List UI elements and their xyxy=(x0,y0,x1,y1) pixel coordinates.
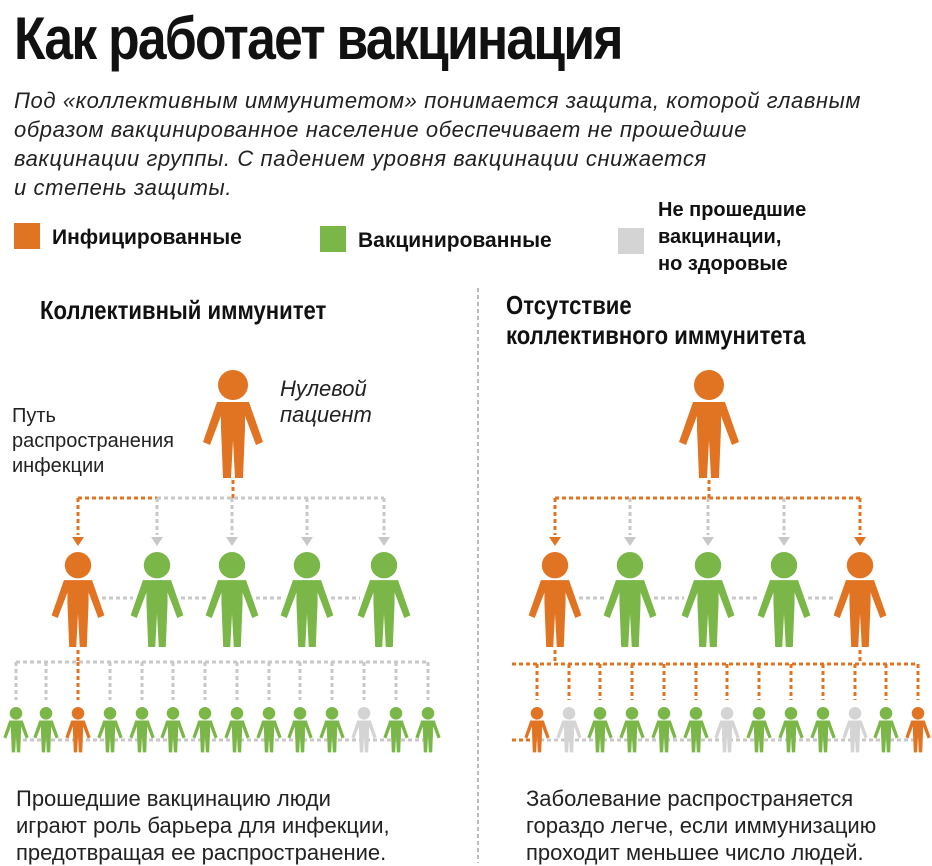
person-vaccinated xyxy=(604,552,657,647)
person-head xyxy=(695,552,721,578)
small-person-vaccinated xyxy=(383,707,408,752)
person-head xyxy=(690,707,703,720)
arrow-head xyxy=(702,537,714,546)
small-person-vaccinated xyxy=(587,707,612,752)
person-body xyxy=(281,580,334,647)
person-body xyxy=(810,720,835,752)
arrow-head xyxy=(151,537,163,546)
person-head xyxy=(10,707,23,720)
person-head xyxy=(753,707,766,720)
small-person-vaccinated xyxy=(319,707,344,752)
person-head xyxy=(626,707,639,720)
person-body xyxy=(758,580,811,647)
small-person-vaccinated xyxy=(256,707,281,752)
person-head xyxy=(617,552,643,578)
intro-line: Под «коллективным иммунитетом» понимается защита, которой главным xyxy=(14,88,862,113)
arrow-head xyxy=(778,537,790,546)
person-vaccinated xyxy=(281,552,334,647)
person-head xyxy=(422,707,435,720)
person-head xyxy=(144,552,170,578)
small-person-vaccinated xyxy=(160,707,185,752)
arrow-head xyxy=(624,537,636,546)
person-body xyxy=(206,580,259,647)
intro-line: образом вакцинированное население обеспечивает не прошедшие xyxy=(14,117,748,142)
person-body xyxy=(131,580,184,647)
right-caption: Заболевание распространяется гораздо легче, если иммунизацию проходит меньшее число людей. xyxy=(526,786,877,865)
person-head xyxy=(371,552,397,578)
person-body xyxy=(52,580,105,647)
person-body xyxy=(619,720,644,752)
person-body xyxy=(3,720,28,752)
person-vaccinated xyxy=(682,552,735,647)
person-head xyxy=(199,707,212,720)
small-person-vaccinated xyxy=(97,707,122,752)
infection-arrow xyxy=(72,537,84,546)
person-body xyxy=(160,720,185,752)
person-body xyxy=(682,580,735,647)
small-person-vaccinated xyxy=(778,707,803,752)
person-vaccinated xyxy=(758,552,811,647)
small-person-unvaccinated xyxy=(351,707,376,752)
person-infected xyxy=(529,552,582,647)
person-body xyxy=(746,720,771,752)
person-body xyxy=(529,580,582,647)
person-body xyxy=(873,720,898,752)
small-person-vaccinated xyxy=(651,707,676,752)
person-body xyxy=(192,720,217,752)
intro-line: и степень защиты. xyxy=(14,175,233,200)
small-person-unvaccinated xyxy=(556,707,581,752)
person-head xyxy=(294,707,307,720)
person-body xyxy=(97,720,122,752)
small-person-vaccinated xyxy=(192,707,217,752)
person-vaccinated xyxy=(358,552,411,647)
right-section-title: Отсутствие коллективного иммунитета xyxy=(506,290,806,350)
small-person-vaccinated xyxy=(129,707,154,752)
person-body xyxy=(604,580,657,647)
small-person-infected xyxy=(524,707,549,752)
person-head xyxy=(294,552,320,578)
small-person-vaccinated xyxy=(415,707,440,752)
person-body xyxy=(319,720,344,752)
person-head xyxy=(219,552,245,578)
arrow-head xyxy=(378,537,390,546)
person-head xyxy=(136,707,149,720)
infection-arrow xyxy=(854,537,866,546)
person-body xyxy=(287,720,312,752)
person-head xyxy=(658,707,671,720)
person-body xyxy=(524,720,549,752)
person-head xyxy=(912,707,925,720)
person-body xyxy=(778,720,803,752)
person-head xyxy=(771,552,797,578)
person-head xyxy=(694,370,724,400)
intro-line: вакцинации группы. С падением уровня вакцинации снижается xyxy=(14,146,707,171)
person-head xyxy=(880,707,893,720)
infection-arrow xyxy=(549,537,561,546)
person-body xyxy=(842,720,867,752)
person-vaccinated xyxy=(206,552,259,647)
small-person-vaccinated xyxy=(810,707,835,752)
person-head xyxy=(785,707,798,720)
person-head xyxy=(65,552,91,578)
person-head xyxy=(72,707,85,720)
person-body xyxy=(33,720,58,752)
person-body xyxy=(383,720,408,752)
zero-patient-figure xyxy=(203,370,263,478)
person-head xyxy=(594,707,607,720)
person-infected xyxy=(834,552,887,647)
person-body xyxy=(905,720,930,752)
small-person-vaccinated xyxy=(224,707,249,752)
person-head xyxy=(326,707,339,720)
infection-path-label: Путь распространения инфекции xyxy=(12,405,174,477)
small-person-infected xyxy=(905,707,930,752)
person-head xyxy=(263,707,276,720)
person-body xyxy=(651,720,676,752)
small-person-unvaccinated xyxy=(842,707,867,752)
person-head xyxy=(231,707,244,720)
zero-patient-figure xyxy=(679,370,739,478)
small-person-vaccinated xyxy=(873,707,898,752)
person-head xyxy=(358,707,371,720)
person-head xyxy=(390,707,403,720)
person-vaccinated xyxy=(131,552,184,647)
person-body xyxy=(556,720,581,752)
small-person-vaccinated xyxy=(683,707,708,752)
small-person-unvaccinated xyxy=(714,707,739,752)
arrow-head xyxy=(226,537,238,546)
zero-patient-label: Нулевой пациент xyxy=(280,376,372,427)
person-body xyxy=(683,720,708,752)
small-person-vaccinated xyxy=(619,707,644,752)
person-body xyxy=(358,580,411,647)
person-body xyxy=(65,720,90,752)
person-head xyxy=(817,707,830,720)
small-person-vaccinated xyxy=(3,707,28,752)
person-body xyxy=(351,720,376,752)
person-body xyxy=(679,402,739,478)
person-infected xyxy=(52,552,105,647)
legend-label-infected: Инфицированные xyxy=(52,226,242,249)
person-body xyxy=(415,720,440,752)
legend-label-unvaccinated: Не прошедшие вакцинации, но здоровые xyxy=(658,199,807,275)
person-head xyxy=(40,707,53,720)
person-head xyxy=(167,707,180,720)
person-head xyxy=(104,707,117,720)
person-head xyxy=(531,707,544,720)
person-head xyxy=(721,707,734,720)
person-head xyxy=(218,370,248,400)
page-title: Как работает вакцинация xyxy=(14,5,622,72)
person-body xyxy=(224,720,249,752)
person-head xyxy=(542,552,568,578)
legend-label-vaccinated: Вакцинированные xyxy=(358,229,552,252)
small-person-infected xyxy=(65,707,90,752)
left-section-title: Коллективный иммунитет xyxy=(40,295,327,325)
person-head xyxy=(847,552,873,578)
small-person-vaccinated xyxy=(746,707,771,752)
small-person-vaccinated xyxy=(287,707,312,752)
person-body xyxy=(129,720,154,752)
small-person-vaccinated xyxy=(33,707,58,752)
person-body xyxy=(834,580,887,647)
person-body xyxy=(587,720,612,752)
person-head xyxy=(849,707,862,720)
person-body xyxy=(203,402,263,478)
left-caption: Прошедшие вакцинацию люди играют роль барьера для инфекции, предотвращая ее распространение. xyxy=(16,786,390,865)
arrow-head xyxy=(301,537,313,546)
person-head xyxy=(563,707,576,720)
person-body xyxy=(714,720,739,752)
person-body xyxy=(256,720,281,752)
